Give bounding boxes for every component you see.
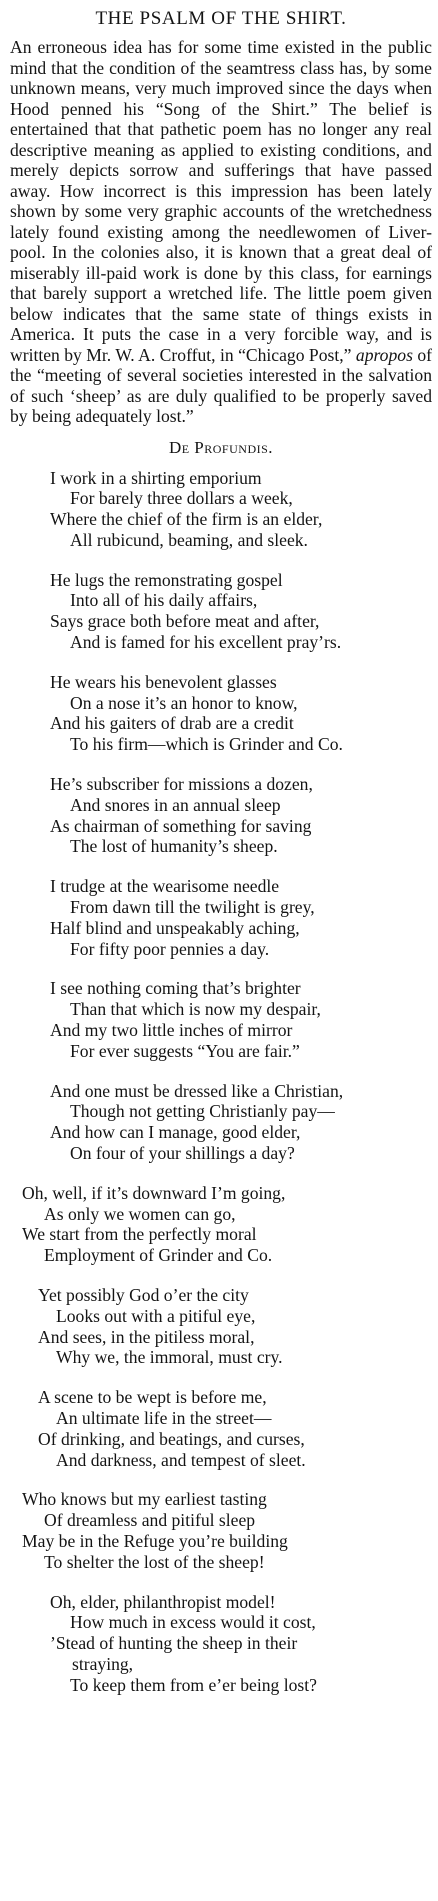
poem-stanza [10, 1285, 432, 1368]
poem-title [10, 438, 432, 458]
poem-line: Why we, the immoral, must cry. [56, 1347, 283, 1368]
poem-line: As only we women can go, [44, 1203, 236, 1224]
poem-line: Of dreamless and pitiful sleep [44, 1510, 256, 1531]
poem-line: Oh, elder, philanthropist model! [50, 1591, 276, 1612]
intro-line: belief is entertained that that pathetic poem [10, 98, 432, 139]
poem-line: And snores in an annual sleep [70, 794, 281, 815]
poem-line: An ultimate life in the street— [56, 1407, 272, 1428]
poem-line: And his gaiters of drab are a credit [50, 713, 294, 734]
poem-line: And one must be dressed like a Christian, [50, 1080, 344, 1101]
poem-line: On four of your shillings a day? [70, 1143, 295, 1164]
intro-line: depicts sorrow and sufferings that have passed [69, 160, 432, 180]
poem-line: We start from the perfectly moral [22, 1224, 257, 1245]
poem-stanza [10, 774, 432, 857]
poem-line: I trudge at the wearisome needle [50, 876, 280, 897]
poem-line: Into all of his daily affairs, [70, 590, 258, 611]
intro-line: been lately shown by some very graphic [10, 180, 432, 221]
poem-line: He lugs the remonstrating gospel [50, 569, 283, 590]
poem-line: straying, [72, 1653, 134, 1674]
poem-line: For fifty poor pennies a day. [70, 938, 270, 959]
poem-stanza [10, 570, 432, 653]
poem-line: Where the chief of the firm is an elder, [50, 509, 323, 530]
intro-line: given below indicates that the same state of [10, 283, 432, 324]
intro-line: done by this class, for earnings that barely [10, 262, 433, 303]
intro-line: the “meeting of several societies interested [10, 365, 317, 385]
poem-line: All rubicund, beaming, and sleek. [70, 529, 308, 550]
intro-line: adequately lost.” [75, 406, 194, 426]
poem-stanza [10, 1183, 432, 1266]
poem-stanza [10, 978, 432, 1061]
poem-title-text: De Profundis. [168, 437, 274, 457]
poem-stanza [10, 876, 432, 959]
poem-stanza [10, 1489, 432, 1572]
poem-line: I see nothing coming that’s brighter [50, 978, 301, 999]
intro-line: in the salvation of such ‘sheep’ as are duly [10, 365, 432, 406]
intro-line: An erroneous idea has for some time existed [10, 37, 335, 57]
intro-line: applied to existing conditions, and merely [10, 139, 432, 180]
poem-line: As chairman of something for saving [50, 815, 312, 836]
poem-line: Oh, well, if it’s downward I’m going, [22, 1182, 286, 1203]
intro-line: seamtress class has, by some unknown means, [10, 57, 432, 98]
poem-line: For barely three dollars a week, [70, 488, 293, 509]
poem-stanza [10, 468, 432, 551]
intro-italic-word: apropos [355, 344, 413, 365]
poem-line: A scene to be wept is before me, [38, 1387, 267, 1408]
poem-line: And sees, in the pitiless moral, [38, 1326, 255, 1347]
poem-line: From dawn till the twilight is grey, [70, 897, 315, 918]
poem-line: Of drinking, and beatings, and curses, [38, 1428, 305, 1449]
poem-line: And is famed for his excellent pray’rs. [70, 632, 342, 653]
poem-line: I work in a shirting emporium [50, 467, 262, 488]
poem-line: How much in excess would it cost, [70, 1612, 316, 1633]
poem-line: And my two little inches of mirror [50, 1020, 293, 1041]
intro-paragraph [10, 37, 432, 427]
poem-stanza [10, 1081, 432, 1164]
intro-line: existing among the needlewomen of Liver- [107, 221, 432, 242]
poem-line: May be in the Refuge you’re building [22, 1530, 288, 1551]
poem-line: Employment of Grinder and Co. [44, 1245, 273, 1266]
poem-line: Says grace both before meat and after, [50, 611, 320, 632]
intro-line: in a very forcible way, and is written by Mr. [10, 324, 432, 365]
poem [10, 468, 432, 1696]
intro-line: has no longer any real descriptive meaning as [10, 119, 433, 160]
article-title: THE PSALM OF THE SHIRT. [95, 8, 347, 29]
poem-line: And darkness, and tempest of sleet. [56, 1449, 306, 1470]
poem-line: Yet possibly God o’er the city [38, 1285, 249, 1305]
poem-line: On a nose it’s an honor to know, [70, 692, 298, 713]
poem-stanza [10, 1592, 432, 1696]
poem-line: And how can I manage, good elder, [50, 1122, 301, 1143]
poem-line: Who knows but my earliest tasting [22, 1489, 267, 1510]
poem-line: To his firm—which is Grinder and Co. [70, 734, 343, 755]
intro-line: qualified to be properly saved by being [10, 385, 433, 426]
poem-line: Than that which is now my despair, [70, 999, 321, 1020]
poem-stanza [10, 672, 432, 755]
poem-line: He wears his benevolent glasses [50, 671, 277, 692]
intro-line: pool. In the colonies also, it is known that [10, 242, 320, 262]
poem-stanza [10, 1387, 432, 1470]
poem-line: Half blind and unspeakably aching, [50, 917, 300, 938]
poem-line: To keep them from e’er being lost? [70, 1674, 317, 1695]
intro-line: in the public mind that the condition of the [10, 37, 432, 78]
intro-line: W. A. Croffut, in “Chicago Post,” apropos of [115, 344, 432, 365]
poem-line: Looks out with a pitiful eye, [56, 1305, 256, 1326]
intro-line: Hood penned his “Song of the Shirt.” The [10, 98, 357, 119]
intro-line: things exists in America. It puts the case [10, 303, 432, 344]
intro-line: support a wretched life. The little poem [93, 283, 387, 303]
poem-line: For ever suggests “You are fair.” [70, 1040, 300, 1061]
poem-line: ’Stead of hunting the sheep in their [50, 1633, 298, 1654]
intro-line: accounts of the wretchedness lately found [10, 201, 432, 242]
intro-line: away. How incorrect is this impression has [10, 180, 341, 201]
intro-line: very much improved since the days when [135, 78, 432, 98]
poem-line: The lost of humanity’s sheep. [70, 836, 278, 857]
poem-line: To shelter the lost of the sheep! [44, 1551, 265, 1572]
poem-line: Though not getting Christianly pay— [70, 1101, 335, 1122]
poem-line: He’s subscriber for missions a dozen, [50, 774, 313, 795]
intro-line: a great deal of miserably ill-paid work is [10, 242, 432, 283]
